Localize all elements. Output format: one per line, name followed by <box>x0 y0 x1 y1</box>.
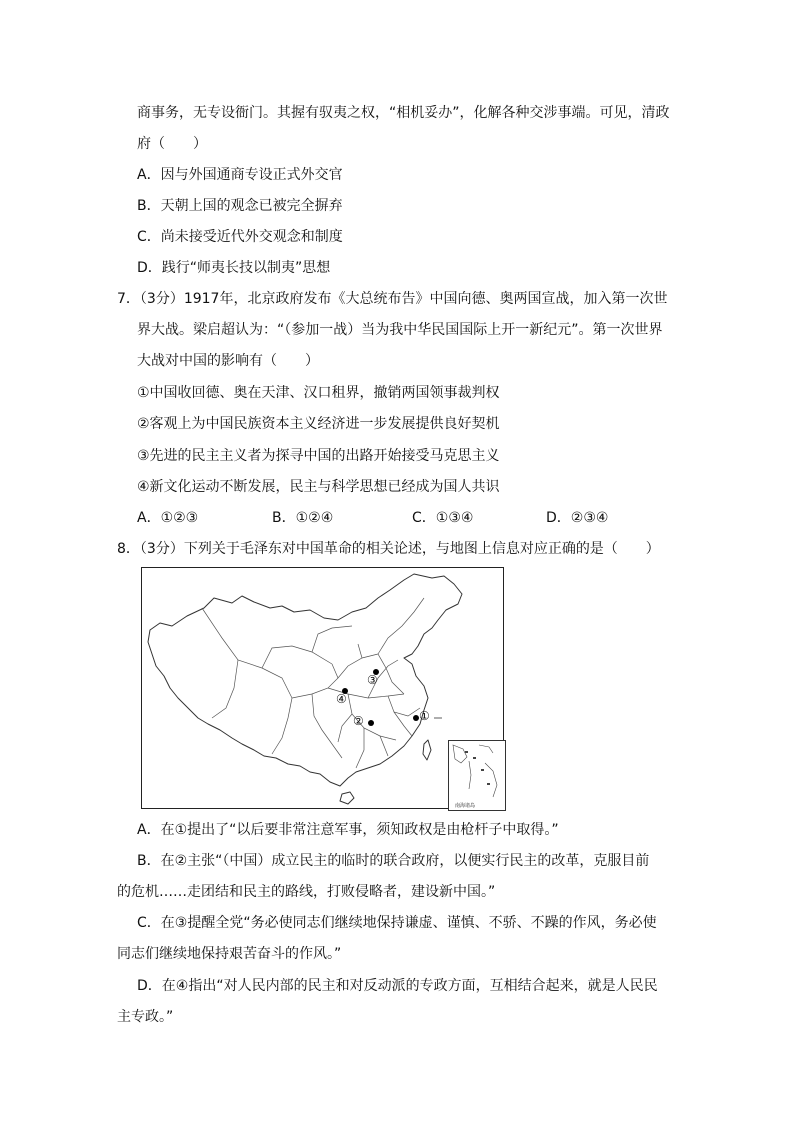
marker-label-4: ④ <box>336 692 347 706</box>
hainan-island <box>340 792 354 804</box>
q7-choice-c[interactable]: C．①③④ <box>412 510 474 526</box>
marker-label-2: ② <box>353 714 364 728</box>
q6-stem-line1: 商事务，无专设衙门。其握有驭夷之权，“相机妥办”，化解各种交涉事端。可见，清政 <box>137 105 670 121</box>
q7-item-1: ①中国收回德、奥在天津、汉口租界，撤销两国领事裁判权 <box>137 385 500 401</box>
q6-option-c[interactable]: C．尚未接受近代外交观念和制度 <box>137 229 343 245</box>
south-china-sea-inset <box>448 740 506 811</box>
q8-option-d-line2: 主专政。” <box>117 1009 174 1025</box>
q8-option-c-line1[interactable]: C．在③提醒全党“务必使同志们继续地保持谦虚、谨慎、不骄、不躁的作风，务必使 <box>137 915 657 931</box>
q7-stem-line1: 7．（3分）1917年，北京政府发布《大总统布告》中国向德、奥两国宣战，加入第一次世 <box>117 291 668 307</box>
q6-option-b[interactable]: B．天朝上国的观念已被完全摒弃 <box>137 198 343 214</box>
q7-item-2: ②客观上为中国民族资本主义经济进一步发展提供良好契机 <box>137 416 500 432</box>
china-map <box>141 567 504 809</box>
q8-stem: 8．（3分）下列关于毛泽东对中国革命的相关论述，与地图上信息对应正确的是（ ） <box>117 541 660 557</box>
marker-label-3: ③ <box>367 673 378 687</box>
q7-choice-b[interactable]: B．①②④ <box>272 510 334 526</box>
q7-item-4: ④新文化运动不断发展，民主与科学思想已经成为国人共识 <box>137 479 500 495</box>
china-outline <box>148 574 462 786</box>
q6-stem-line2: 府（ ） <box>137 136 207 152</box>
q7-choice-a[interactable]: A．①②③ <box>137 510 199 526</box>
q8-option-c-line2: 同志们继续地保持艰苦奋斗的作风。” <box>117 946 342 962</box>
q8-option-b-line2: 的危机……走团结和民主的路线，打败侵略者，建设新中国。” <box>117 884 496 900</box>
taiwan-island <box>423 740 431 760</box>
marker-dot-2 <box>368 720 374 726</box>
inset-label: 南海诸岛 <box>455 803 476 809</box>
marker-label-1: ① <box>419 709 430 723</box>
q8-option-a[interactable]: A．在①提出了“以后要非常注意军事，须知政权是由枪杆子中取得。” <box>137 822 559 838</box>
q7-choice-d[interactable]: D．②③④ <box>546 510 609 526</box>
q6-option-a[interactable]: A．因与外国通商专设正式外交官 <box>137 167 343 183</box>
inset-drawing <box>449 741 505 810</box>
q6-option-d[interactable]: D．践行“师夷长技以制夷”思想 <box>137 260 331 276</box>
q8-option-d-line1[interactable]: D．在④指出“对人民内部的民主和对反动派的专政方面，互相结合起来，就是人民民 <box>137 978 658 994</box>
q7-stem-line2: 界大战。梁启超认为：“（参加一战）当为我中华民国国际上开一新纪元”。第一次世界 <box>137 322 663 338</box>
q8-option-b-line1[interactable]: B．在②主张“（中国）成立民主的临时的联合政府，以便实行民主的改革，克服目前 <box>137 853 650 869</box>
q7-item-3: ③先进的民主主义者为探寻中国的出路开始接受马克思主义 <box>137 448 500 464</box>
q7-stem-line3: 大战对中国的影响有（ ） <box>137 353 319 369</box>
